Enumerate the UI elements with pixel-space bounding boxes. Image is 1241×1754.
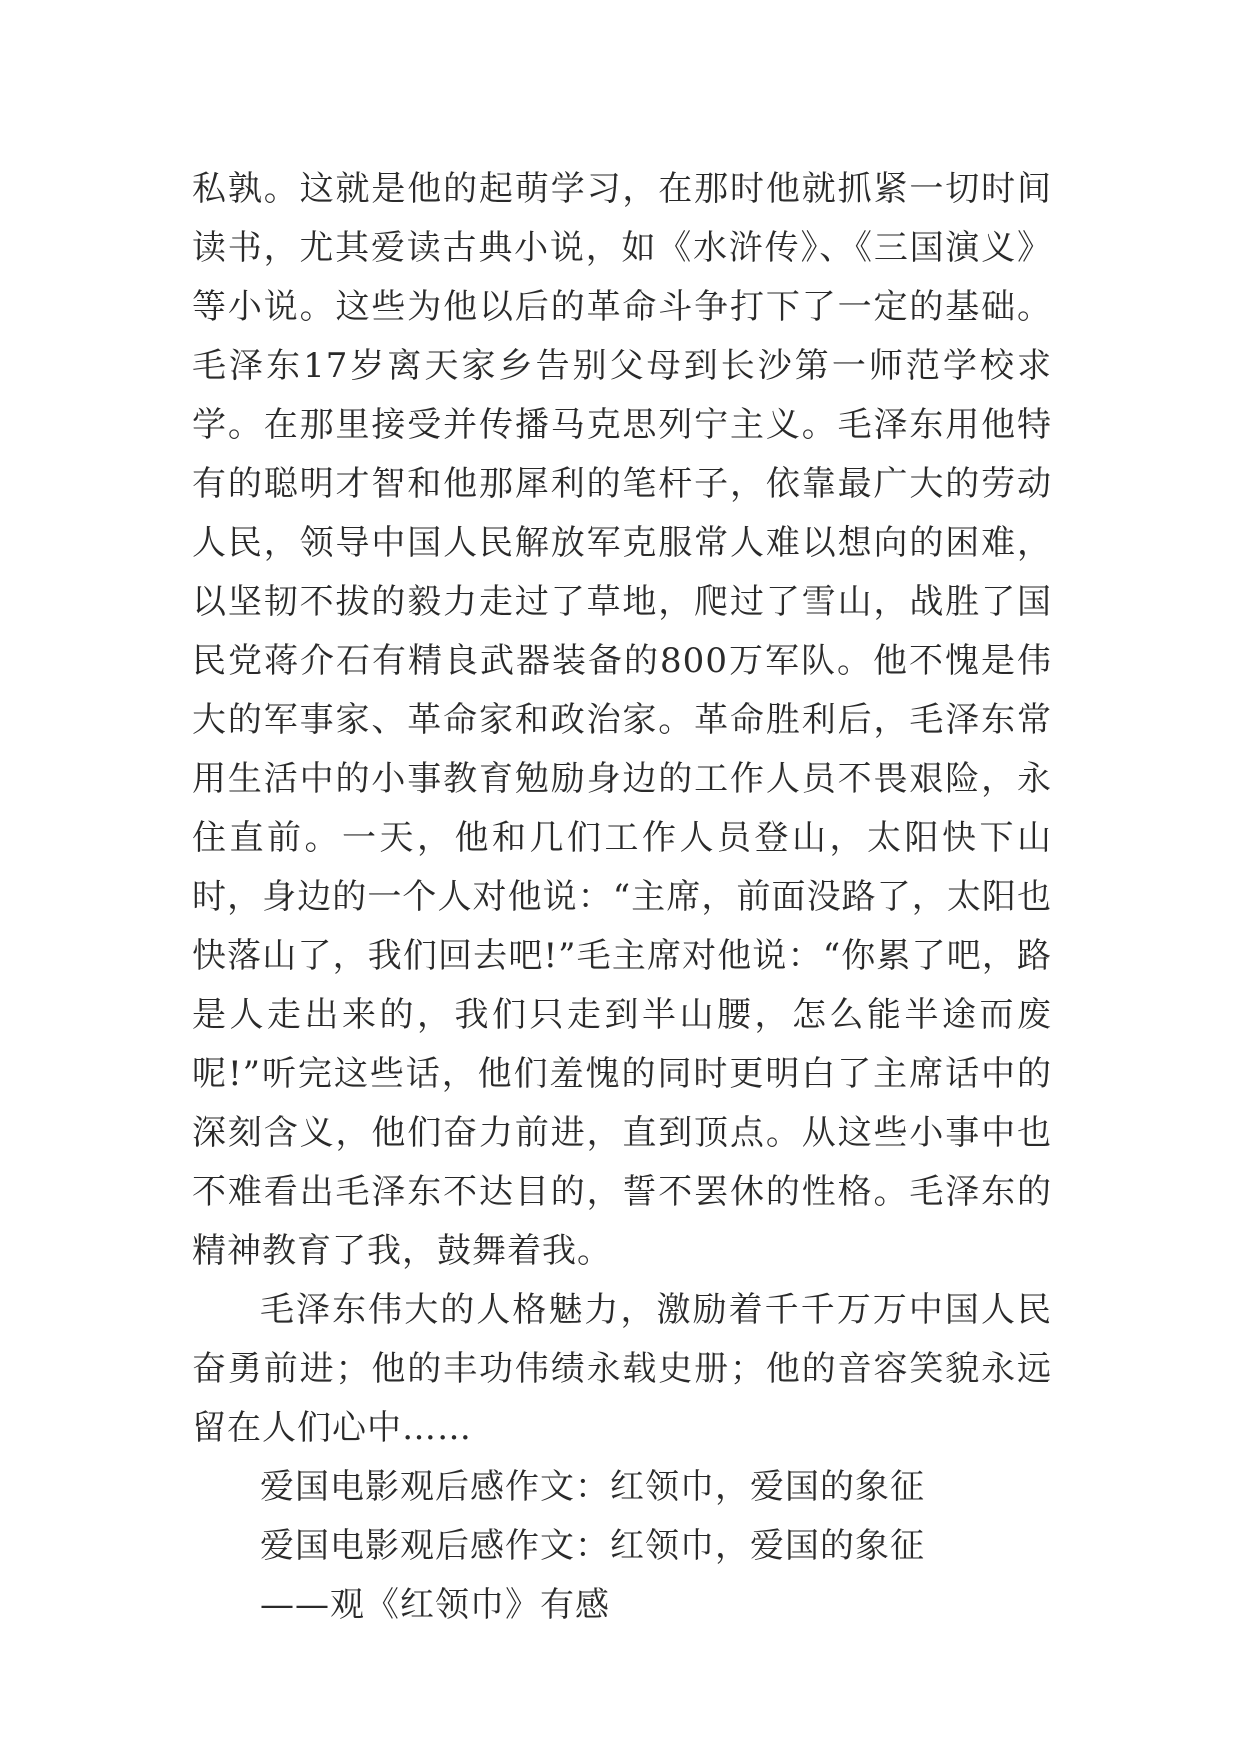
body-paragraph-2: 毛泽东伟大的人格魅力，激励着千千万万中国人民奋勇前进；他的丰功伟绩永载史册；他的音容笑貌永远留在人们心中……: [192, 1290, 1052, 1448]
article-subtitle-line: ——观《红领巾》有感: [260, 1585, 610, 1625]
body-paragraph-1: 私孰。这就是他的起萌学习，在那时他就抓紧一切时间读书，尤其爱读古典小说，如《水浒传》、《三国演义》等小说。这些为他以后的革命斗争打下了一定的基础。毛泽东17岁离天家乡告别父母到长沙第一师范学校求学。在那里接受并传播马克思列宁主义。毛泽东用他特有的聪明才智和他那犀利的笔杆子，依靠最广大的劳动人民，领导中国人民解放军克服常人难以想向的困难，以坚韧不拔的毅力走过了草地，爬过了雪山，战胜了国民党蒋介石有精良武器装备的800万军队。他不愧是伟大的军事家、革命家和政治家。革命胜利后，毛泽东常用生活中的小事教育勉励身边的工作人员不畏艰险，永住直前。一天，他和几们工作人员登山，太阳快下山时，身边的一个人对他说：“主席，前面没路了，太阳也快落山了，我们回去吧!”毛主席对他说：“你累了吧，路是人走出来的，我们只走到半山腰，怎么能半途而废呢!”听完这些话，他们羞愧的同时更明白了主席话中的深刻含义，他们奋力前进，直到顶点。从这些小事中也不难看出毛泽东不达目的，誓不罢休的性格。毛泽东的精神教育了我，鼓舞着我。: [192, 169, 1052, 1271]
article-title-line-repeat: 爱国电影观后感作文：红领巾，爱国的象征: [260, 1526, 925, 1566]
document-body: [192, 160, 1052, 1635]
article-title-line: 爱国电影观后感作文：红领巾，爱国的象征: [260, 1467, 925, 1507]
